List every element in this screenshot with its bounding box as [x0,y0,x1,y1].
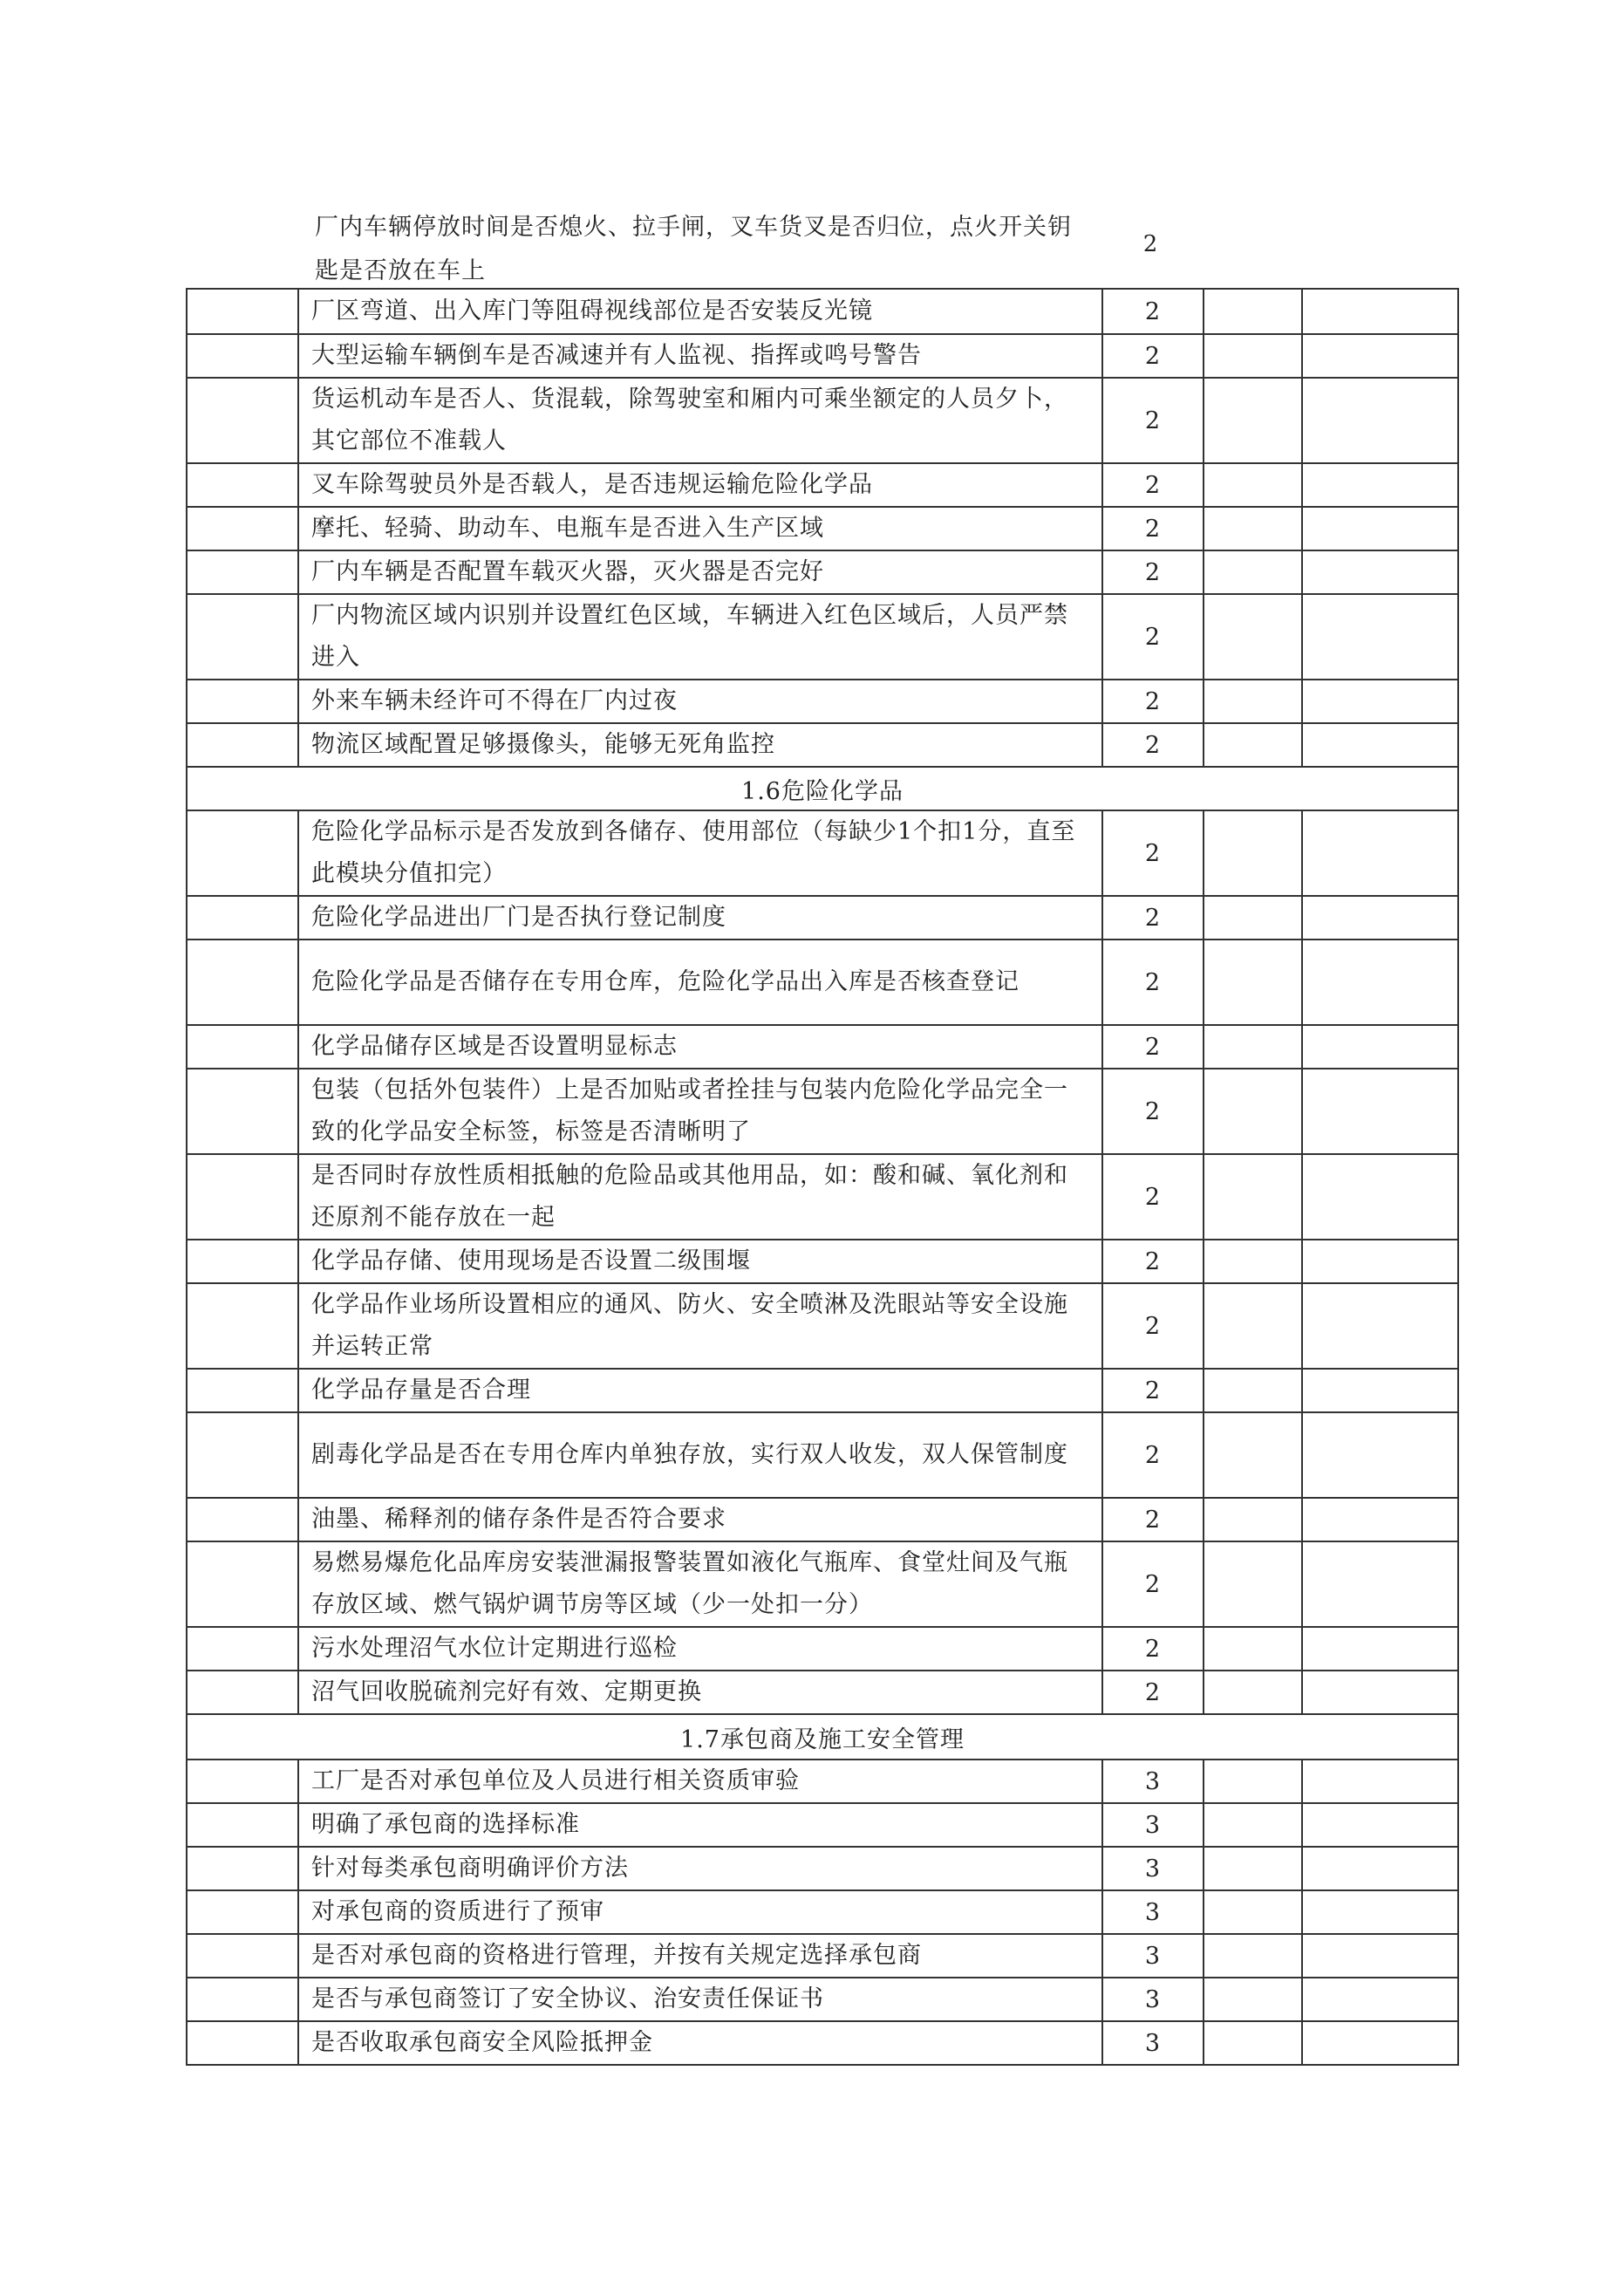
score-value: 3 [1102,1934,1204,1978]
remarks-cell[interactable] [1302,1025,1458,1069]
item-text: 化学品作业场所设置相应的通风、防火、安全喷淋及洗眼站等安全设施并运转正常 [298,1283,1102,1369]
remarks-cell[interactable] [1302,1240,1458,1283]
category-cell [187,1240,298,1283]
remarks-cell[interactable] [1302,334,1458,378]
table-row [187,1498,1458,1541]
section-header-row [187,767,1458,810]
remarks-cell[interactable] [1302,723,1458,767]
category-cell [187,1069,298,1154]
category-cell [187,2021,298,2065]
remarks-cell[interactable] [1302,1890,1458,1934]
table-row [187,378,1458,463]
section-header-row [187,1714,1458,1760]
score-value: 2 [1102,378,1204,463]
item-text: 货运机动车是否人、货混载，除驾驶室和厢内可乘坐额定的人员夕卜，其它部位不准载人 [298,378,1102,463]
remarks-cell[interactable] [1302,1069,1458,1154]
category-cell [187,1412,298,1498]
continued-row [186,202,1158,286]
result-cell[interactable] [1204,723,1302,767]
section-title: 1.7承包商及施工安全管理 [187,1714,1458,1760]
item-text: 包装（包括外包装件）上是否加贴或者拴挂与包装内危险化学品完全一致的化学品安全标签，标签是否清晰明了 [298,1069,1102,1154]
score-value: 2 [1102,1283,1204,1369]
result-cell[interactable] [1204,289,1302,334]
result-cell[interactable] [1204,1760,1302,1803]
table-row [187,1025,1458,1069]
category-cell [187,940,298,1025]
inspection-table [186,288,1459,2066]
result-cell[interactable] [1204,1803,1302,1847]
result-cell[interactable] [1204,463,1302,507]
remarks-cell[interactable] [1302,463,1458,507]
table-row [187,1369,1458,1412]
result-cell[interactable] [1204,1498,1302,1541]
remarks-cell[interactable] [1302,1283,1458,1369]
item-text: 危险化学品标示是否发放到各储存、使用部位（每缺少1个扣1分，直至此模块分值扣完） [298,810,1102,896]
table-row [187,1541,1458,1627]
category-cell [187,1847,298,1890]
category-cell [187,723,298,767]
table-row [187,723,1458,767]
result-cell[interactable] [1204,1627,1302,1671]
category-cell [187,1154,298,1240]
table-row [187,1671,1458,1714]
item-text: 沼气回收脱硫剂完好有效、定期更换 [298,1671,1102,1714]
remarks-cell[interactable] [1302,896,1458,940]
item-text: 厂区弯道、出入库门等阻碍视线部位是否安装反光镜 [298,289,1102,334]
category-cell [187,1934,298,1978]
result-cell[interactable] [1204,1541,1302,1627]
remarks-cell[interactable] [1302,680,1458,723]
score-value: 2 [1102,1069,1204,1154]
result-cell[interactable] [1204,1412,1302,1498]
score-value: 2 [1102,1154,1204,1240]
result-cell[interactable] [1204,550,1302,594]
result-cell[interactable] [1204,1978,1302,2021]
item-text: 危险化学品进出厂门是否执行登记制度 [298,896,1102,940]
table-row [187,940,1458,1025]
category-cell [187,1541,298,1627]
remarks-cell[interactable] [1302,2021,1458,2065]
category-cell [187,507,298,550]
result-cell[interactable] [1204,334,1302,378]
remarks-cell[interactable] [1302,1803,1458,1847]
table-row [187,1934,1458,1978]
score-value: 2 [1142,231,1158,257]
table-row [187,1240,1458,1283]
score-value: 2 [1102,1025,1204,1069]
result-cell[interactable] [1204,507,1302,550]
remarks-cell[interactable] [1302,810,1458,896]
item-text: 是否与承包商签订了安全协议、治安责任保证书 [298,1978,1102,2021]
result-cell[interactable] [1204,810,1302,896]
category-cell [187,1025,298,1069]
category-cell [187,1283,298,1369]
score-value: 2 [1102,550,1204,594]
score-value: 2 [1102,1541,1204,1627]
result-cell[interactable] [1204,1934,1302,1978]
result-cell[interactable] [1204,1025,1302,1069]
item-text: 针对每类承包商明确评价方法 [298,1847,1102,1890]
result-cell[interactable] [1204,1069,1302,1154]
score-value: 2 [1102,1412,1204,1498]
item-text: 剧毒化学品是否在专用仓库内单独存放，实行双人收发，双人保管制度 [298,1412,1102,1498]
item-text: 是否同时存放性质相抵触的危险品或其他用品，如：酸和碱、氧化剂和还原剂不能存放在一起 [298,1154,1102,1240]
table-row [187,1627,1458,1671]
score-value: 2 [1102,594,1204,680]
category-cell [187,1369,298,1412]
item-text: 化学品储存区域是否设置明显标志 [298,1025,1102,1069]
remarks-cell[interactable] [1302,507,1458,550]
remarks-cell[interactable] [1302,1978,1458,2021]
score-value: 2 [1102,896,1204,940]
result-cell[interactable] [1204,1154,1302,1240]
category-cell [187,1627,298,1671]
result-cell[interactable] [1204,594,1302,680]
table-row [187,1412,1458,1498]
score-value: 3 [1102,1760,1204,1803]
score-value: 2 [1102,940,1204,1025]
category-cell [187,1760,298,1803]
score-value: 2 [1102,1671,1204,1714]
category-cell [187,1803,298,1847]
table-row [187,1890,1458,1934]
item-text: 易燃易爆危化品库房安装泄漏报警装置如液化气瓶库、食堂灶间及气瓶存放区域、燃气锅炉调节房等区域（少一处扣一分） [298,1541,1102,1627]
table-row [187,334,1458,378]
table-row [187,463,1458,507]
table-row [187,896,1458,940]
remarks-cell[interactable] [1302,289,1458,334]
table-row [187,1760,1458,1803]
category-cell [187,378,298,463]
result-cell[interactable] [1204,896,1302,940]
category-cell [187,810,298,896]
result-cell[interactable] [1204,378,1302,463]
score-value: 2 [1102,507,1204,550]
item-text: 是否收取承包商安全风险抵押金 [298,2021,1102,2065]
remarks-cell[interactable] [1302,378,1458,463]
table-row [187,594,1458,680]
remarks-cell[interactable] [1302,1671,1458,1714]
result-cell[interactable] [1204,1283,1302,1369]
item-text: 危险化学品是否储存在专用仓库，危险化学品出入库是否核查登记 [298,940,1102,1025]
category-cell [187,463,298,507]
item-text: 污水处理沼气水位计定期进行巡检 [298,1627,1102,1671]
item-text: 明确了承包商的选择标准 [298,1803,1102,1847]
table-row [187,1803,1458,1847]
item-text: 厂内车辆是否配置车载灭火器，灭火器是否完好 [298,550,1102,594]
result-cell[interactable] [1204,940,1302,1025]
score-value: 2 [1102,680,1204,723]
result-cell[interactable] [1204,1240,1302,1283]
remarks-cell[interactable] [1302,1541,1458,1627]
table-row [187,680,1458,723]
result-cell[interactable] [1204,1369,1302,1412]
item-text: 化学品存储、使用现场是否设置二级围堰 [298,1240,1102,1283]
score-value: 2 [1102,1240,1204,1283]
item-text: 油墨、稀释剂的储存条件是否符合要求 [298,1498,1102,1541]
table-row [187,810,1458,896]
remarks-cell[interactable] [1302,1412,1458,1498]
category-cell [187,896,298,940]
item-text: 对承包商的资质进行了预审 [298,1890,1102,1934]
item-text: 化学品存量是否合理 [298,1369,1102,1412]
table-row [187,1154,1458,1240]
result-cell[interactable] [1204,2021,1302,2065]
result-cell[interactable] [1204,1847,1302,1890]
remarks-cell[interactable] [1302,1847,1458,1890]
table-row [187,2021,1458,2065]
item-text: 叉车除驾驶员外是否载人，是否违规运输危险化学品 [298,463,1102,507]
item-text: 厂内车辆停放时间是否熄火、拉手闸，叉车货叉是否归位，点火开关钥匙是否放在车上 [315,214,1072,284]
score-value: 2 [1102,1627,1204,1671]
score-value: 2 [1102,463,1204,507]
result-cell[interactable] [1204,680,1302,723]
category-cell [187,334,298,378]
category-cell [187,1671,298,1714]
category-cell [187,594,298,680]
item-text: 大型运输车辆倒车是否减速并有人监视、指挥或鸣号警告 [298,334,1102,378]
remarks-cell[interactable] [1302,1154,1458,1240]
remarks-cell[interactable] [1302,1934,1458,1978]
score-value: 3 [1102,2021,1204,2065]
score-value: 2 [1102,289,1204,334]
item-text: 外来车辆未经许可不得在厂内过夜 [298,680,1102,723]
score-value: 2 [1102,723,1204,767]
score-value: 2 [1102,1498,1204,1541]
table-row [187,1978,1458,2021]
result-cell[interactable] [1204,1671,1302,1714]
item-text: 物流区域配置足够摄像头，能够无死角监控 [298,723,1102,767]
category-cell [187,1498,298,1541]
remarks-cell[interactable] [1302,1760,1458,1803]
section-title: 1.6危险化学品 [187,767,1458,810]
item-text: 摩托、轻骑、助动车、电瓶车是否进入生产区域 [298,507,1102,550]
remarks-cell[interactable] [1302,1498,1458,1541]
score-value: 3 [1102,1803,1204,1847]
remarks-cell[interactable] [1302,1627,1458,1671]
table-row [187,1069,1458,1154]
category-cell [187,680,298,723]
category-cell [187,1890,298,1934]
score-value: 3 [1102,1847,1204,1890]
remarks-cell[interactable] [1302,1369,1458,1412]
item-text: 是否对承包商的资格进行管理，并按有关规定选择承包商 [298,1934,1102,1978]
score-value: 3 [1102,1890,1204,1934]
category-cell [187,289,298,334]
remarks-cell[interactable] [1302,594,1458,680]
table-row [187,1847,1458,1890]
remarks-cell[interactable] [1302,940,1458,1025]
table-row [187,550,1458,594]
category-cell [187,550,298,594]
result-cell[interactable] [1204,1890,1302,1934]
score-value: 3 [1102,1978,1204,2021]
table-row [187,507,1458,550]
score-value: 2 [1102,1369,1204,1412]
item-text: 工厂是否对承包单位及人员进行相关资质审验 [298,1760,1102,1803]
table-row [187,1283,1458,1369]
category-cell [187,1978,298,2021]
remarks-cell[interactable] [1302,550,1458,594]
score-value: 2 [1102,810,1204,896]
score-value: 2 [1102,334,1204,378]
table-row [187,289,1458,334]
item-text: 厂内物流区域内识别并设置红色区域，车辆进入红色区域后，人员严禁进入 [298,594,1102,680]
